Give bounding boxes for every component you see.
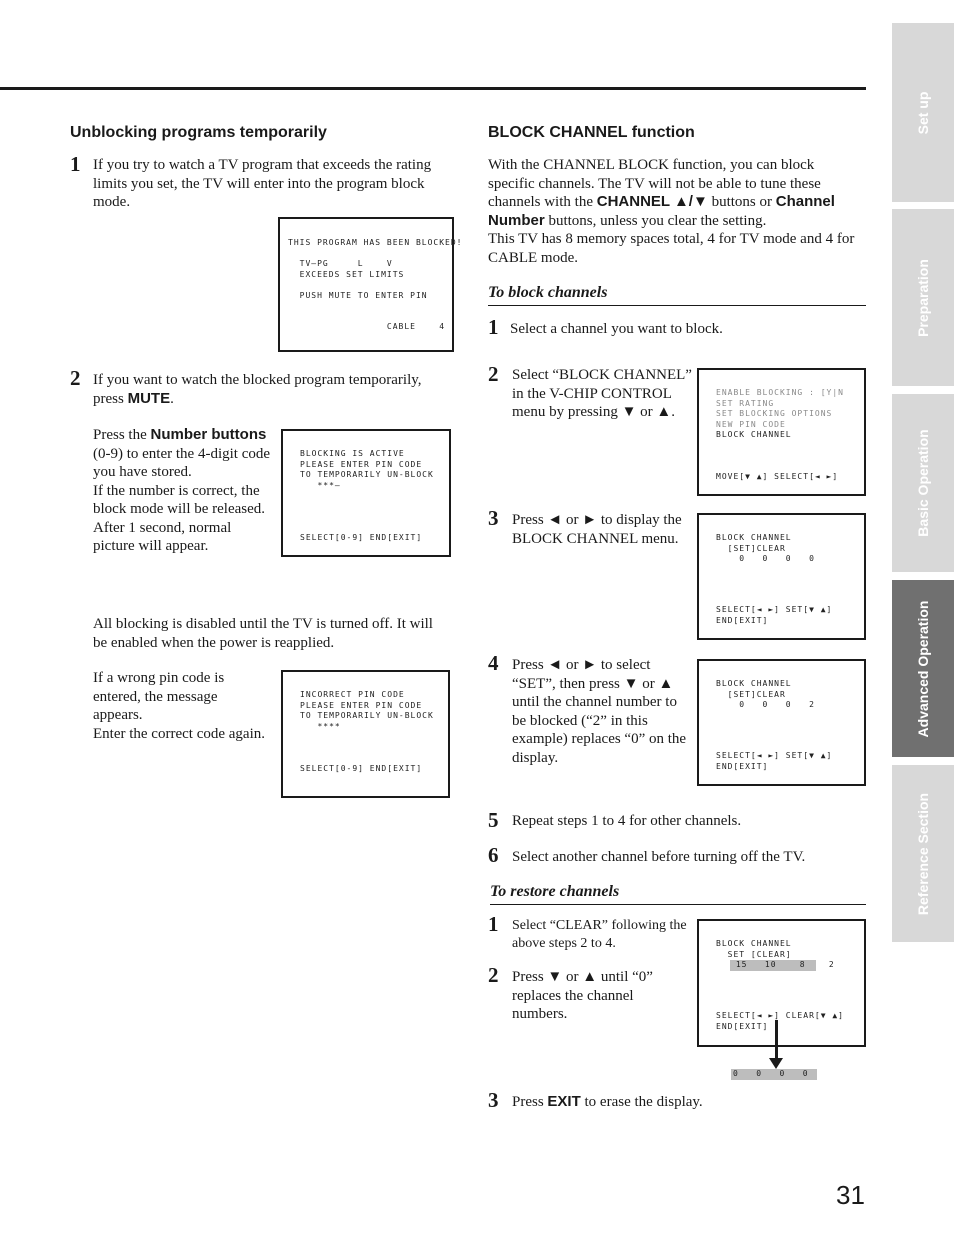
step-number: 1 xyxy=(488,912,499,936)
screen-text: BLOCK CHANNEL [SET]CLEAR 0 0 0 0 xyxy=(716,533,815,563)
screen-vchip-menu xyxy=(697,368,866,496)
screen-text: BLOCK CHANNEL [SET]CLEAR 0 0 0 2 xyxy=(716,679,815,709)
block-step5-text: Repeat steps 1 to 4 for other channels. xyxy=(512,813,742,829)
step-number: 6 xyxy=(488,843,499,867)
step2-text: If you want to watch the blocked program temporarily, press MUTE. xyxy=(93,372,422,407)
step1-text: If you try to watch a TV program that exceeds the rating limits you set, the TV will enter into the program block mode. xyxy=(93,157,432,210)
screen-text: ENABLE BLOCKING : [Y|N SET RATING SET BLOCKING OPTIONS NEW PIN CODE xyxy=(716,388,844,429)
step-number: 2 xyxy=(488,362,499,386)
disabled-text: All blocking is disabled until the TV is turned off. It will be enabled when the power is reapplied. xyxy=(93,616,433,651)
screen-text: BLOCK CHANNEL SET [CLEAR] xyxy=(716,939,792,959)
right-heading: BLOCK CHANNEL function xyxy=(488,124,695,141)
step-number: 1 xyxy=(488,315,499,339)
step-number: 2 xyxy=(70,366,81,390)
tab-label: Basic Operation xyxy=(915,429,931,537)
screen-block-channel-set xyxy=(697,659,866,786)
tab-label: Advanced Operation xyxy=(915,600,931,737)
tab-basic-operation[interactable] xyxy=(892,394,954,572)
down-arrow-icon xyxy=(769,1058,783,1069)
screen-enter-pin xyxy=(281,429,451,557)
to-block-heading: To block channels xyxy=(488,284,608,301)
block-step1-text: Select a channel you want to block. xyxy=(510,321,723,337)
left-heading: Unblocking programs temporarily xyxy=(70,124,327,141)
screen-footer: SELECT[◄ ►] SET[▼ ▲] END[EXIT] xyxy=(716,605,833,625)
tab-label: Reference Section xyxy=(915,792,931,915)
subheading-rule xyxy=(488,305,866,306)
wrong-pin-text: If a wrong pin code is entered, the message appears. Enter the correct code again. xyxy=(93,670,265,742)
step-number: 3 xyxy=(488,1088,499,1112)
restore-step1-text: Select “CLEAR” following the above steps 2 to 4. xyxy=(512,918,687,951)
to-restore-heading: To restore channels xyxy=(490,883,620,900)
screen-footer: SELECT[◄ ►] CLEAR[▼ ▲] END[EXIT] xyxy=(716,1011,844,1031)
screen-block-channel xyxy=(697,513,866,640)
screen-incorrect-pin xyxy=(281,670,450,798)
cleared-values: 0 0 0 0 xyxy=(731,1069,817,1080)
restore-step2-text: Press ▼ or ▲ until “0” replaces the channel numbers. xyxy=(512,969,653,1022)
screen-text: BLOCKING IS ACTIVE PLEASE ENTER PIN CODE TO TEMPORARILY UN-BLOCK ***– SELECT[0-9] END[EXIT] xyxy=(300,449,434,542)
tab-advanced-operation[interactable] xyxy=(892,580,954,757)
block-step3-text: Press ◄ or ► to display the BLOCK CHANNEL menu. xyxy=(512,512,682,547)
step-number: 4 xyxy=(488,651,499,675)
screen-footer: SELECT[◄ ►] SET[▼ ▲] END[EXIT] xyxy=(716,751,833,771)
tab-reference-section[interactable] xyxy=(892,765,954,942)
step-number: 5 xyxy=(488,808,499,832)
step-number: 3 xyxy=(488,506,499,530)
screen-footer: MOVE[▼ ▲] SELECT[◄ ►] xyxy=(716,472,839,481)
block-step2-text: Select “BLOCK CHANNEL” in the V-CHIP CONTROL menu by pressing ▼ or ▲. xyxy=(512,367,692,420)
screen-block-channel-clear xyxy=(697,919,866,1047)
subheading-rule xyxy=(490,904,866,905)
top-rule xyxy=(0,87,866,90)
step-number: 2 xyxy=(488,963,499,987)
step-number: 1 xyxy=(70,152,81,176)
intro-text: With the CHANNEL BLOCK function, you can block specific channels. The TV will not be able to tune these channels with the CHANNEL ▲/▼ buttons or Channel Number buttons, unless you clear the setting. This TV has 8 memory spaces total, 4 for TV mode and 4 for CABLE mode. xyxy=(488,157,855,266)
screen-highlighted-item: BLOCK CHANNEL xyxy=(716,430,792,439)
screen-program-blocked xyxy=(278,217,463,352)
screen-text: INCORRECT PIN CODE PLEASE ENTER PIN CODE TO TEMPORARILY UN-BLOCK **** SELECT[0-9] END[EXIT] xyxy=(300,690,434,773)
tab-preparation[interactable] xyxy=(892,209,954,386)
block-step6-text: Select another channel before turning off the TV. xyxy=(512,849,806,865)
channel-values-highlight: 15 10 8 2 xyxy=(730,960,835,969)
tab-label: Set up xyxy=(915,91,931,134)
restore-step3-text: Press EXIT to erase the display. xyxy=(512,1093,703,1110)
block-step4-text: Press ◄ or ► to select “SET”, then press ▼ or ▲ until the channel number to be blocked (“2” in this example) replaces “0” on the display. xyxy=(512,657,687,766)
tab-set-up[interactable] xyxy=(892,23,954,202)
screen-text: THIS PROGRAM HAS BEEN BLOCKED! TV–PG L V EXCEEDS SET LIMITS PUSH MUTE TO ENTER PIN CABLE 4 xyxy=(288,238,463,331)
page-number: 31 xyxy=(836,1180,865,1210)
tab-label: Preparation xyxy=(915,258,931,337)
press-number-text: Press the Number buttons (0-9) to enter the 4-digit code you have stored. If the number is correct, the block mode will be released. After 1 second, normal picture will appear. xyxy=(93,426,271,554)
